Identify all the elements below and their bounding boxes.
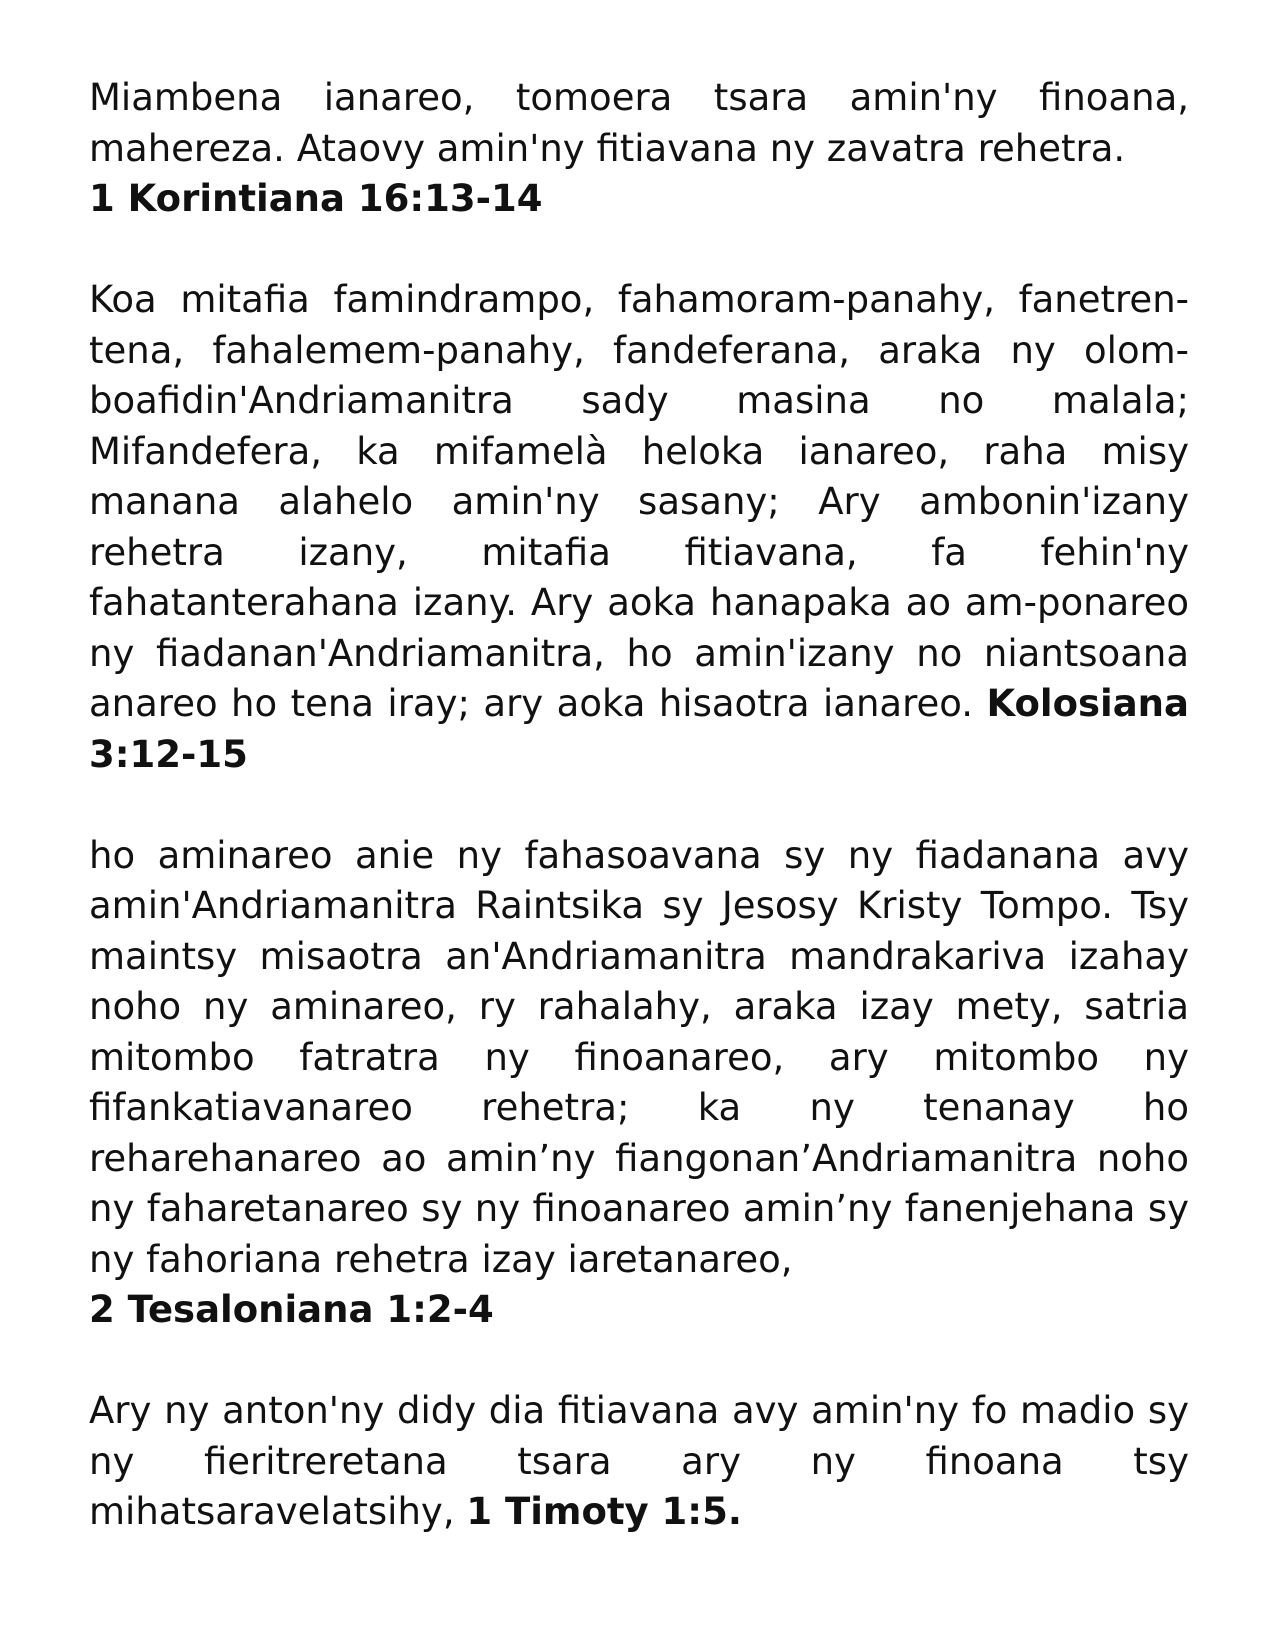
passage-reference: Kolosiana 3:12-15 [89,682,1189,776]
passage-text: ho aminareo anie ny fahasoavana sy ny fiadanana avy amin'Andriamanitra Raintsika sy Jesosy Kristy Tompo. Tsy maintsy misaotra an'Andriamanitra mandrakariva izahay noho ny aminareo, ry rahalahy, araka izay mety, satria mitombo fatratra ny finoanareo, ary mitombo ny fifankatiavanareo rehetra; ka ny tenanay ho reharehanareo ao amin’ny fiangonan’Andriamanitra noho ny faharetanareo sy ny finoanareo amin’ny fanenjehana sy ny fahoriana rehetra izay iaretanareo, [89,833,1189,1281]
passage-text: Ary ny anton'ny didy dia fitiavana avy amin'ny fo madio sy ny fieritreretana tsara ary ny finoana tsy mihatsaravelatsihy, [89,1389,1189,1533]
passage-2 [89,275,1189,780]
document-page [89,73,1189,1538]
passage-reference: 1 Korintiana 16:13-14 [89,177,543,220]
passage-4 [89,1386,1189,1538]
passage-3 [89,831,1189,1336]
passage-1 [89,73,1189,225]
passage-reference: 2 Tesaloniana 1:2-4 [89,1288,494,1331]
passage-text: Miambena ianareo, tomoera tsara amin'ny finoana, mahereza. Ataovy amin'ny fitiavana ny zavatra rehetra. [89,76,1189,170]
passage-text: Koa mitafia famindrampo, fahamoram-panahy, fanetren-tena, fahalemem-panahy, fandeferana, araka ny olom-boafidin'Andriamanitra sady masina no malala; Mifandefera, ka mifamelà heloka ianareo, raha misy manana alahelo amin'ny sasany; Ary ambonin'izany rehetra izany, mitafia fitiavana, fa fehin'ny fahatanterahana izany. Ary aoka hanapaka ao am-ponareo ny fiadanan'Andriamanitra, ho amin'izany no niantsoana anareo ho tena iray; ary aoka hisaotra ianareo. [89,278,1189,725]
passage-reference: 1 Timoty 1:5. [466,1490,742,1533]
